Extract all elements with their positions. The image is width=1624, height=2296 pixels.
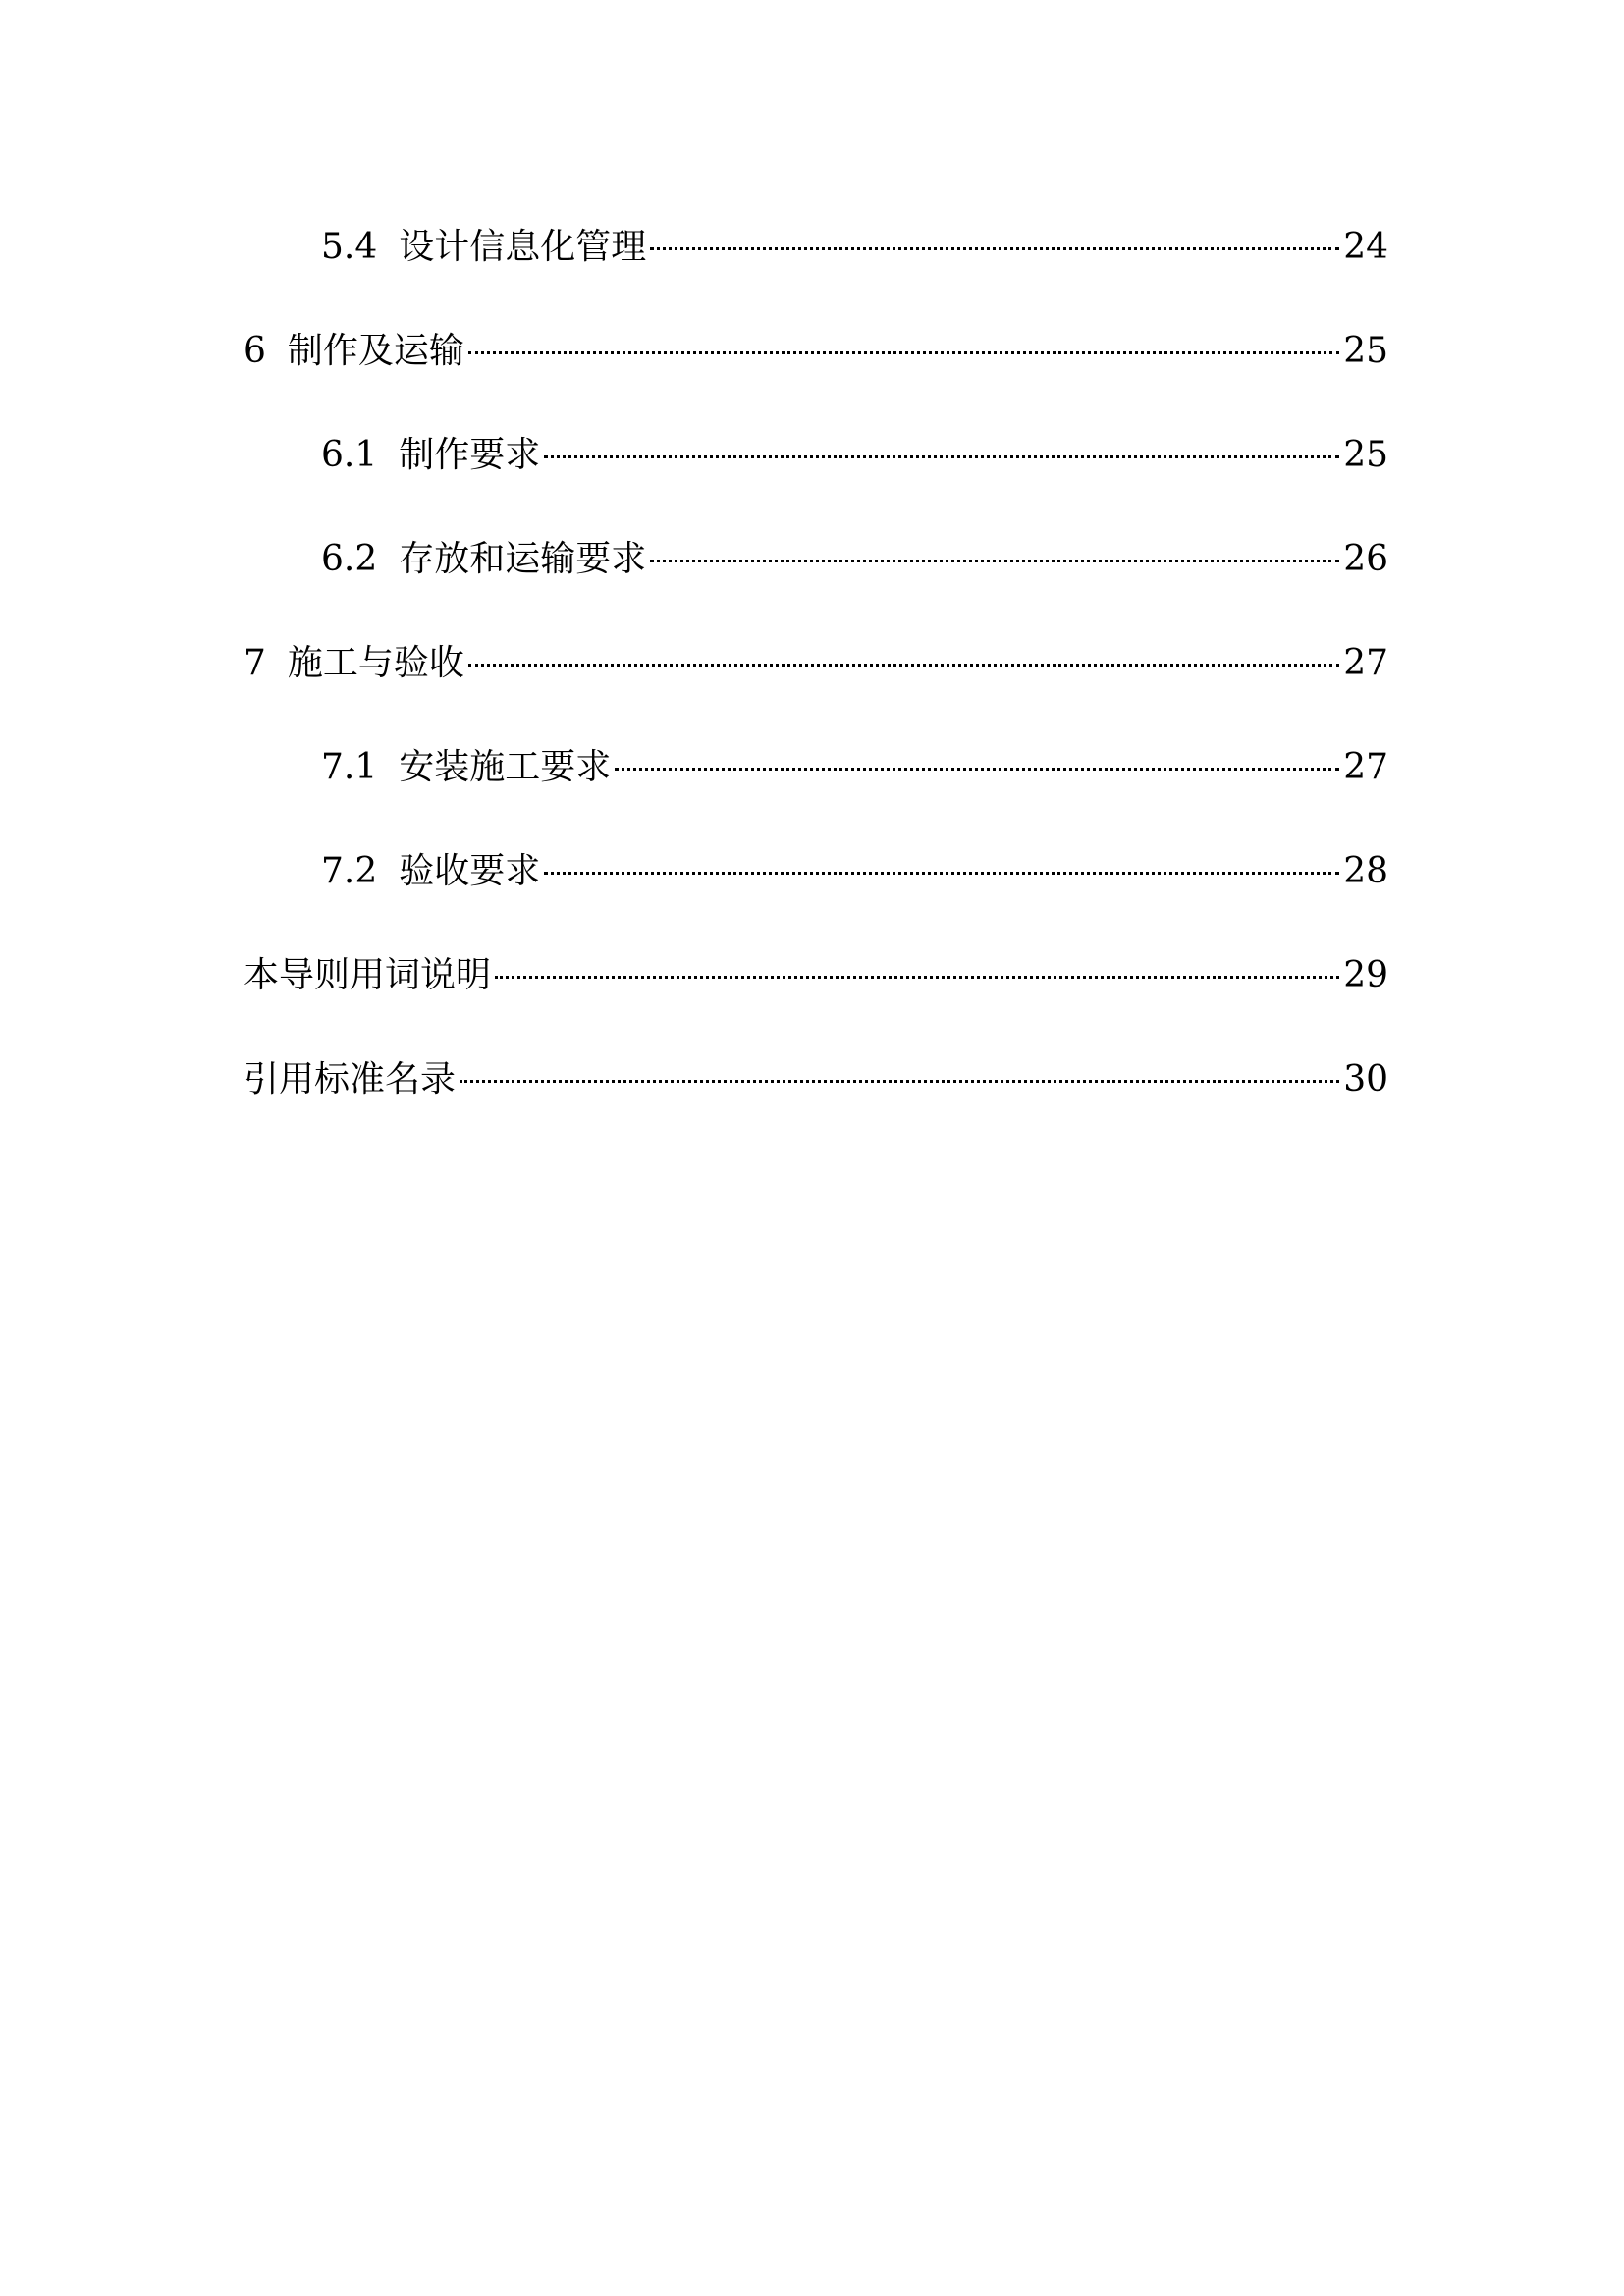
toc-entry-7-1[interactable] [244, 738, 1388, 842]
toc-entry-number: 7.2 [321, 851, 378, 891]
toc-entry-page: 26 [1343, 539, 1388, 579]
toc-entry-page: 28 [1343, 851, 1388, 891]
toc-entry-page: 30 [1343, 1059, 1388, 1099]
toc-entry-number: 5.4 [321, 227, 378, 267]
dot-leader [495, 976, 1339, 979]
dot-leader [650, 247, 1339, 250]
toc-entry-5-4[interactable] [244, 218, 1388, 322]
toc-entry-title: 引用标准名录 [244, 1059, 457, 1099]
toc-entry-6[interactable] [244, 322, 1388, 426]
dot-leader [468, 664, 1339, 667]
toc-entry-title: 存放和运输要求 [399, 539, 647, 579]
toc-entry-page: 29 [1343, 955, 1388, 995]
toc-entry-page: 27 [1343, 747, 1388, 787]
table-of-contents [244, 218, 1388, 1154]
toc-entry-number: 6.2 [321, 539, 378, 579]
toc-entry-number: 7.1 [321, 747, 378, 787]
toc-entry-6-1[interactable] [244, 426, 1388, 530]
toc-entry-referenced-standards[interactable] [244, 1050, 1388, 1154]
toc-entry-page: 25 [1343, 331, 1388, 371]
toc-entry-title: 安装施工要求 [399, 747, 612, 787]
toc-entry-title: 设计信息化管理 [399, 227, 647, 267]
toc-entry-7-2[interactable] [244, 842, 1388, 946]
toc-entry-number: 6 [244, 331, 266, 371]
toc-entry-page: 27 [1343, 643, 1388, 683]
dot-leader [460, 1080, 1339, 1083]
toc-entry-title: 本导则用词说明 [244, 955, 492, 995]
toc-entry-number: 7 [244, 643, 266, 683]
toc-entry-title: 施工与验收 [287, 643, 464, 683]
toc-entry-6-2[interactable] [244, 530, 1388, 634]
toc-entry-terms-explanation[interactable] [244, 946, 1388, 1050]
toc-entry-number: 6.1 [321, 435, 378, 475]
toc-entry-title: 制作及运输 [287, 331, 464, 371]
dot-leader [544, 455, 1339, 458]
toc-entry-title: 验收要求 [399, 851, 541, 891]
toc-entry-page: 25 [1343, 435, 1388, 475]
dot-leader [650, 560, 1339, 562]
dot-leader [615, 768, 1339, 771]
toc-entry-page: 24 [1343, 227, 1388, 267]
dot-leader [544, 872, 1339, 875]
toc-entry-7[interactable] [244, 634, 1388, 738]
toc-entry-title: 制作要求 [399, 435, 541, 475]
dot-leader [468, 351, 1339, 354]
